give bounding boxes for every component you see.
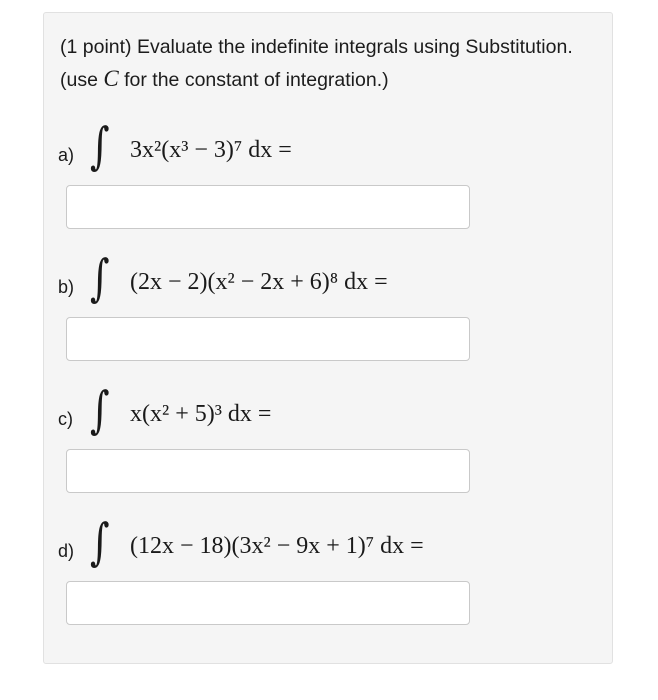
integral-sign: ∫	[90, 117, 110, 175]
problem-statement	[60, 31, 600, 96]
integral-sign: ∫	[90, 513, 110, 571]
integral-expression: (12x − 18)(3x² − 9x + 1)⁷ dx =	[130, 533, 424, 559]
answer-input-a[interactable]	[66, 185, 470, 229]
integral-expression: 3x²(x³ − 3)⁷ dx =	[130, 137, 292, 163]
problem-a	[58, 117, 598, 183]
problem-d	[58, 513, 598, 579]
problem-label: c)	[58, 409, 73, 429]
integral-expression: x(x² + 5)³ dx =	[130, 401, 272, 427]
constant-symbol: C	[103, 66, 119, 91]
answer-input-c[interactable]	[66, 449, 470, 493]
statement-prefix: (1 point) Evaluate the indefinite integrals using Substitution. (use	[60, 36, 573, 91]
integral-sign: ∫	[90, 381, 110, 439]
statement-suffix: for the constant of integration.)	[118, 69, 389, 91]
problem-label: d)	[58, 541, 75, 561]
problem-label: b)	[58, 277, 75, 297]
integral-expression: (2x − 2)(x² − 2x + 6)⁸ dx =	[130, 269, 388, 295]
answer-input-b[interactable]	[66, 317, 470, 361]
problem-c	[58, 381, 598, 447]
problem-label: a)	[58, 145, 75, 165]
problem-b	[58, 249, 598, 315]
problem-panel	[43, 12, 613, 664]
answer-input-d[interactable]	[66, 581, 470, 625]
integral-sign: ∫	[90, 249, 110, 307]
